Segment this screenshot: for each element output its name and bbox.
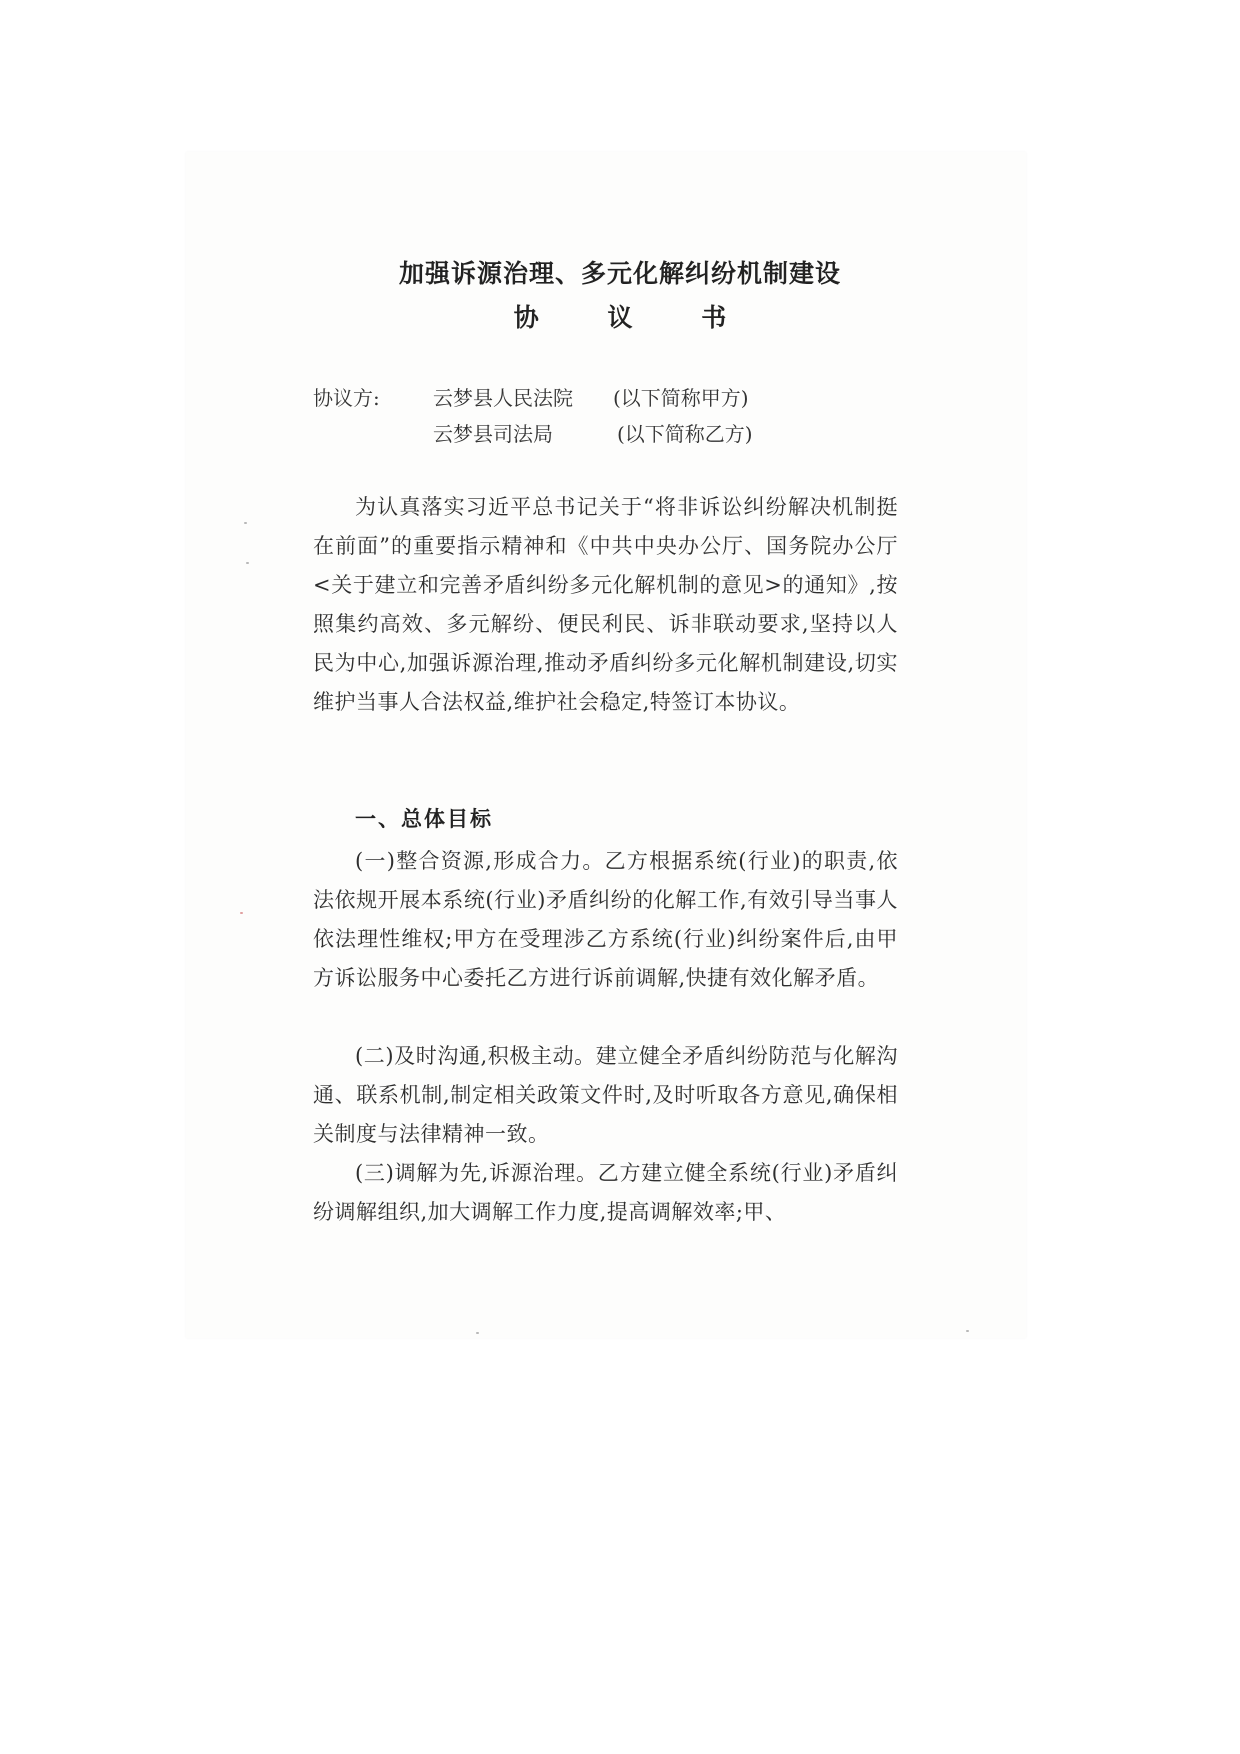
- scan-speck: [246, 562, 249, 564]
- section-item-1: (一)整合资源,形成合力。乙方根据系统(行业)的职责,依法依规开展本系统(行业)矛盾纠纷的化解工作,有效引导当事人依法理性维权;甲方在受理涉乙方系统(行业)纠纷案件后,由甲方诉讼服务中心委托乙方进行诉前调解,快捷有效化解矛盾。: [313, 849, 898, 990]
- intro-paragraph: 为认真落实习近平总书记关于“将非诉讼纠纷解决机制挺在前面”的重要指示精神和《中共中央办公厅、国务院办公厅<关于建立和完善矛盾纠纷多元化解机制的意见>的通知》,按照集约高效、多元解纷、便民利民、诉非联动要求,坚持以人民为中心,加强诉源治理,推动矛盾纠纷多元化解机制建设,切实维护当事人合法权益,维护社会稳定,特签订本协议。: [313, 495, 898, 714]
- scan-speck: [240, 912, 243, 914]
- party-a-note: (以下简称甲方): [613, 386, 749, 410]
- section-item-2: (二)及时沟通,积极主动。建立健全矛盾纠纷防范与化解沟通、联系机制,制定相关政策文件时,及时听取各方意见,确保相关制度与法律精神一致。: [313, 1044, 898, 1146]
- section-heading: 一、总体目标: [355, 806, 493, 831]
- section-item-block: [313, 1154, 898, 1232]
- scan-speck: [966, 1330, 969, 1332]
- section-item-3: (三)调解为先,诉源治理。乙方建立健全系统(行业)矛盾纠纷调解组织,加大调解工作力度,提高调解效率;甲、: [313, 1161, 898, 1224]
- document-title: 加强诉源治理、多元化解纠纷机制建设: [398, 259, 841, 288]
- party-a-name: 云梦县人民法院: [433, 386, 573, 410]
- document-subtitle: 协 议 书: [513, 303, 757, 332]
- section-item-block: [313, 1037, 898, 1154]
- parties-label: 协议方:: [313, 386, 380, 410]
- scan-speck: [244, 522, 247, 524]
- party-b-name: 云梦县司法局: [433, 422, 553, 446]
- section-item-block: [313, 842, 898, 998]
- party-b-note: (以下简称乙方): [617, 422, 753, 446]
- intro-paragraph-block: [313, 488, 898, 722]
- scan-speck: [476, 1332, 479, 1334]
